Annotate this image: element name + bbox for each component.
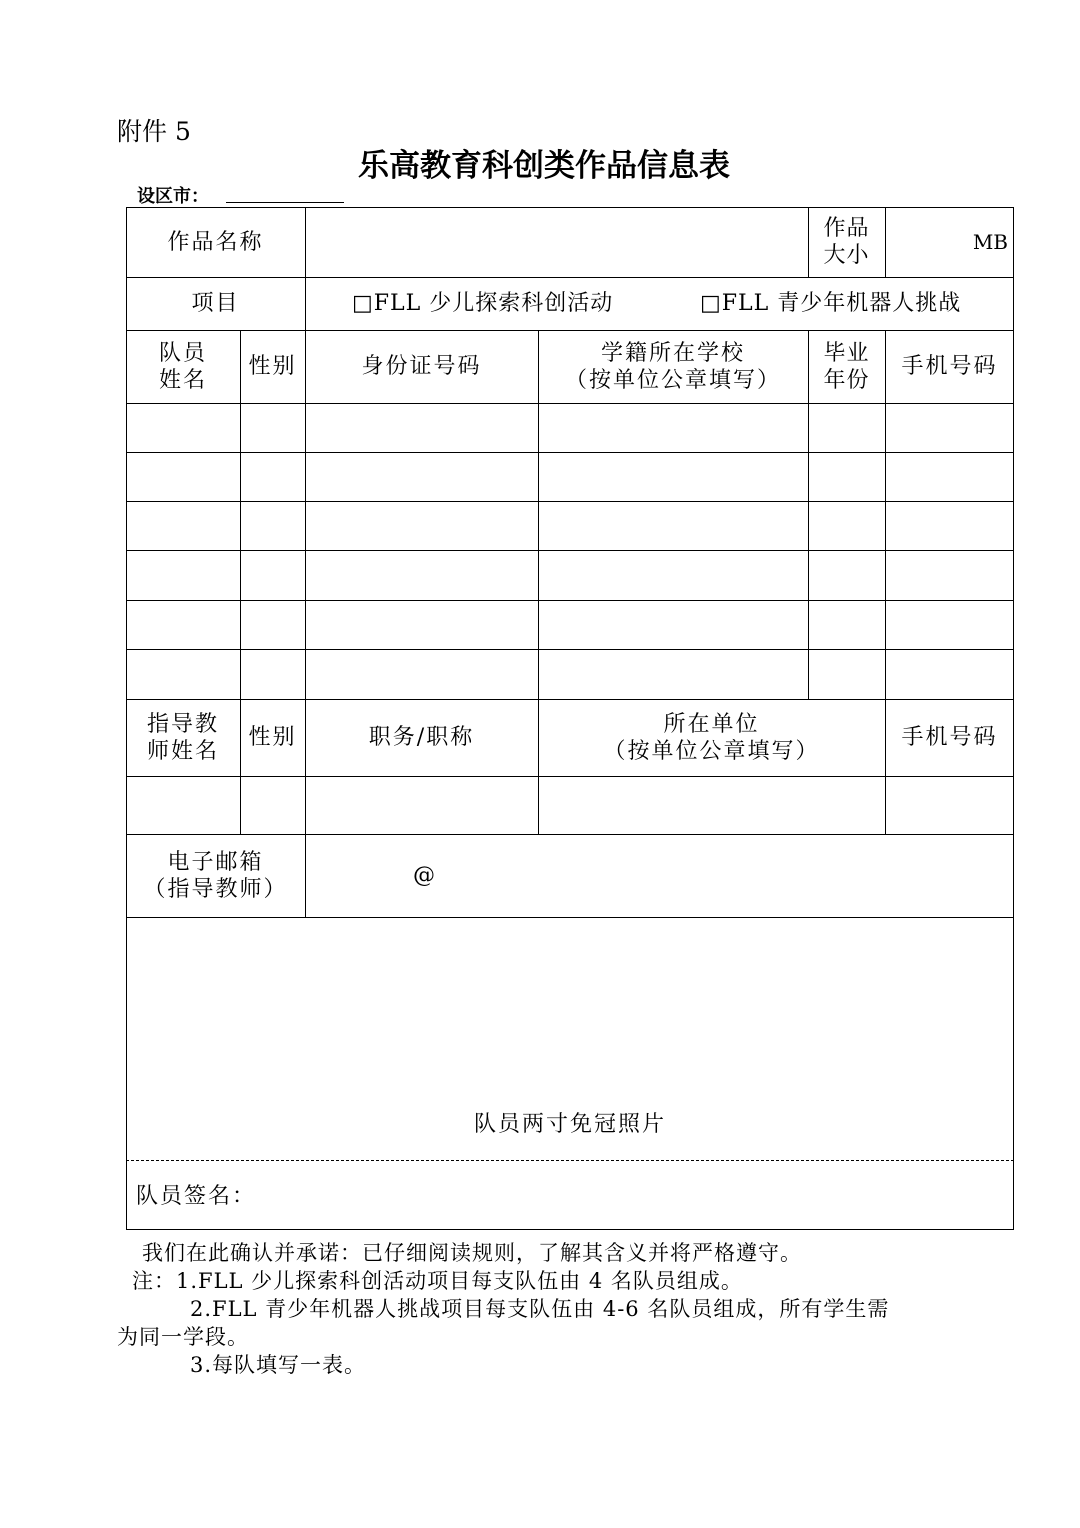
signature-divider: [126, 1160, 1014, 1161]
member-school-header: 学籍所在学校 （按单位公章填写）: [564, 340, 781, 393]
project-option-fll-challenge[interactable]: □FLL 青少年机器人挑战: [700, 291, 962, 316]
work-name-field[interactable]: [306, 208, 807, 276]
note-2-continued: 为同一学段。: [117, 1325, 249, 1349]
city-label: 设区市：: [137, 186, 209, 207]
email-label: 电子邮箱 （指导教师）: [143, 849, 288, 902]
teacher-phone-header: 手机号码: [901, 725, 998, 750]
member-phone-header: 手机号码: [901, 354, 998, 379]
attachment-number: 附件 5: [117, 117, 191, 146]
email-field[interactable]: [413, 834, 713, 917]
project-label: 项目: [191, 291, 240, 316]
note-2: 2.FLL 青少年机器人挑战项目每支队伍由 4-6 名队员组成，所有学生需: [190, 1297, 890, 1321]
photo-label: 队员两寸免冠照片: [473, 1111, 666, 1137]
city-input-line[interactable]: [226, 202, 344, 203]
photo-area[interactable]: [127, 918, 1013, 1098]
signature-field[interactable]: [400, 1170, 1000, 1222]
member-id-header: 身份证号码: [361, 354, 482, 379]
member-gender-header: 性别: [248, 354, 297, 379]
teacher-title-header: 职务/职称: [368, 725, 475, 750]
pledge-text: 我们在此确认并承诺：已仔细阅读规则，了解其含义并将严格遵守。: [142, 1241, 802, 1265]
teacher-unit-header: 所在单位 （按单位公章填写）: [603, 711, 820, 764]
email-at-sign: @: [413, 863, 437, 888]
member-name-header: 队员 姓名: [158, 340, 207, 393]
teacher-name-header: 指导教 师姓名: [146, 711, 219, 764]
teacher-gender-header: 性别: [248, 725, 297, 750]
signature-label: 队员签名：: [136, 1183, 257, 1209]
note-3: 3.每队填写一表。: [190, 1353, 367, 1377]
page-title: 乐高教育科创类作品信息表: [358, 148, 730, 184]
work-size-unit: MB: [972, 229, 1008, 254]
project-option-fll-explore[interactable]: □FLL 少儿探索科创活动: [352, 291, 614, 316]
member-grad-year-header: 毕业 年份: [823, 340, 870, 393]
work-size-label: 作品 大小: [823, 216, 870, 268]
work-name-label: 作品名称: [167, 229, 264, 255]
work-size-field[interactable]: [886, 208, 1008, 276]
member-rows-area[interactable]: [127, 404, 1013, 698]
note-1: 注：1.FLL 少儿探索科创活动项目每支队伍由 4 名队员组成。: [132, 1269, 743, 1293]
teacher-row-area[interactable]: [127, 777, 1013, 833]
